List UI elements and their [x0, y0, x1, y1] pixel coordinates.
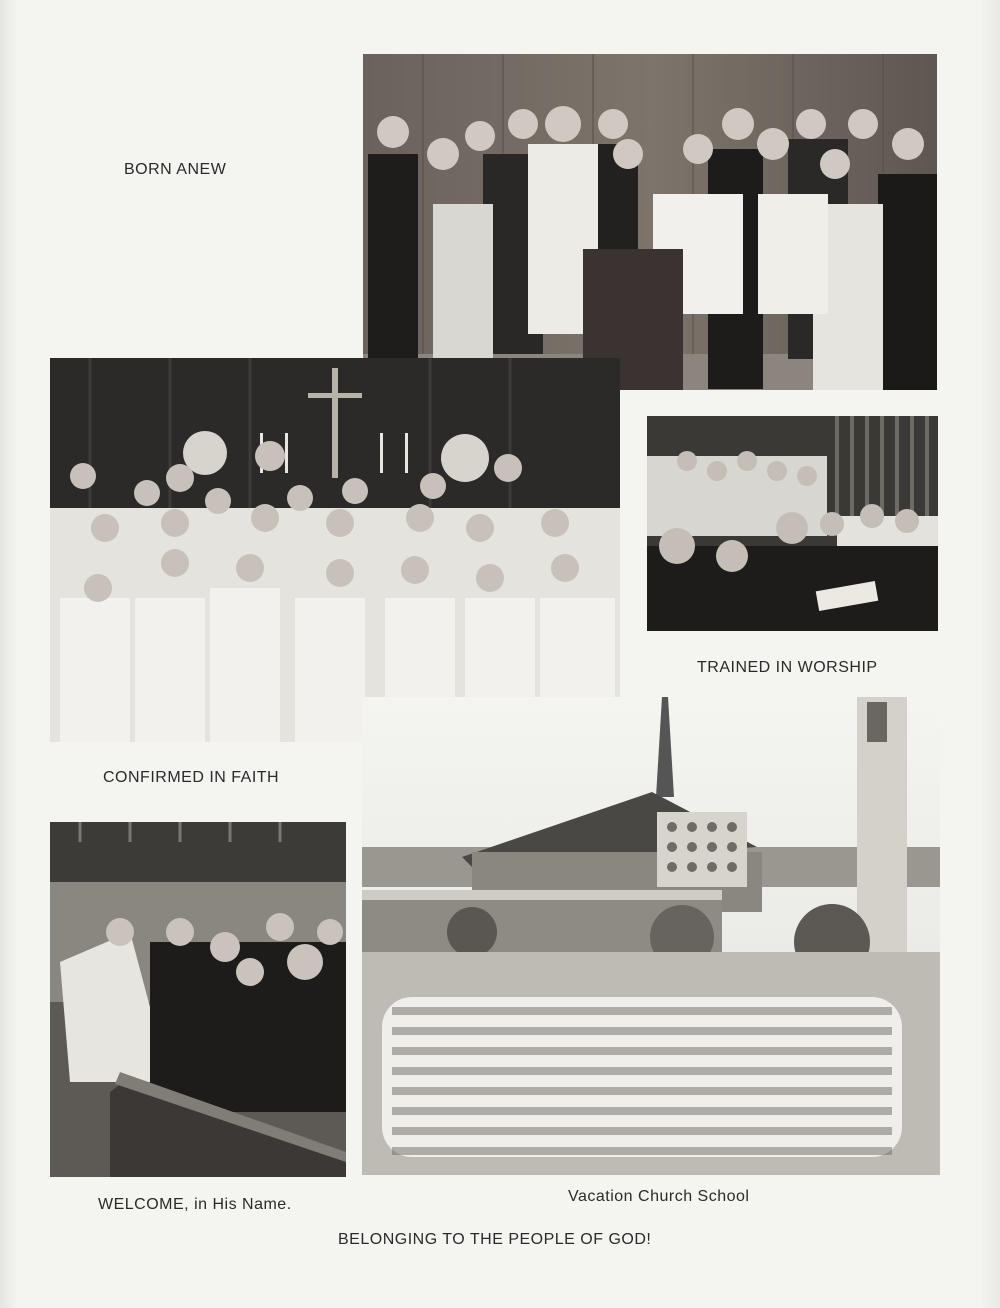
photo-vacation-church-school: [362, 697, 940, 1175]
caption-welcome: WELCOME, in His Name.: [98, 1196, 292, 1213]
photo-choir: [647, 416, 938, 631]
caption-born-anew: BORN ANEW: [124, 161, 227, 178]
photo-baptism: [363, 54, 937, 390]
caption-confirmed-in-faith: CONFIRMED IN FAITH: [103, 769, 280, 786]
caption-vacation-church-school: Vacation Church School: [568, 1188, 750, 1205]
page-footer-title: BELONGING TO THE PEOPLE OF GOD!: [338, 1231, 652, 1248]
photo-welcome: [50, 822, 346, 1177]
caption-trained-in-worship: TRAINED IN WORSHIP: [697, 659, 878, 676]
photo-confirmation: [50, 358, 620, 742]
